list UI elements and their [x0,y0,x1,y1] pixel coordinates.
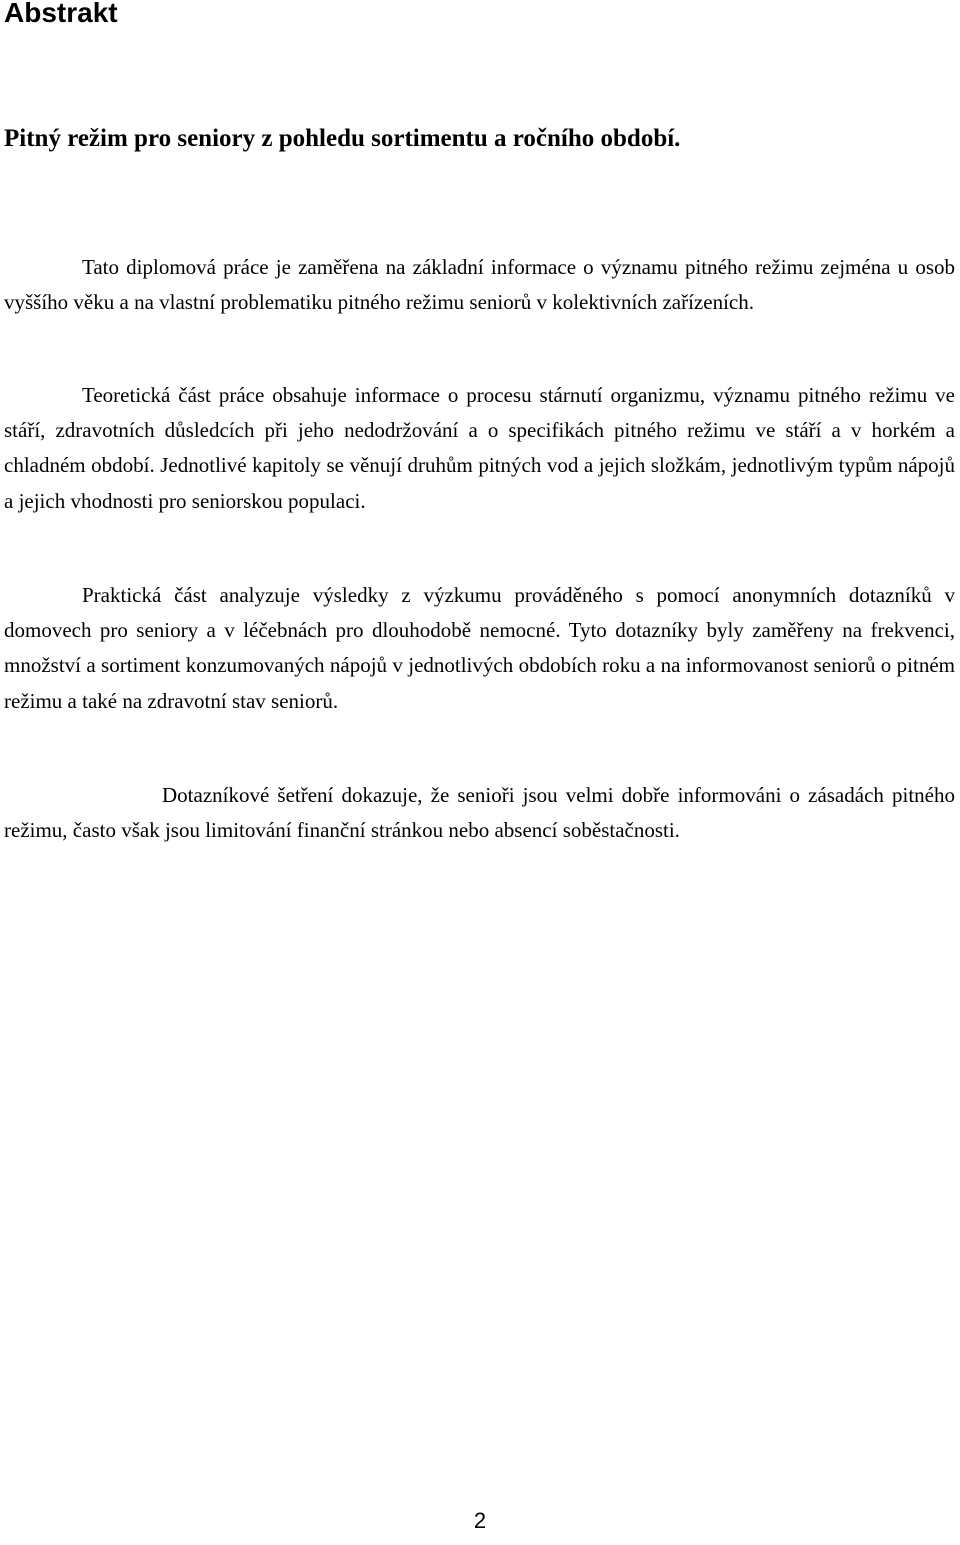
page-number: 2 [473,1508,487,1533]
thesis-title: Pitný režim pro seniory z pohledu sortimentu a ročního období. [4,125,681,152]
abstract-paragraph-intro: Tato diplomová práce je zaměřena na základní informace o významu pitného režimu zejména u osob vyššího věku a na vlastní problematiku pitného režimu seniorů v kolektivních zařízeních. [4,255,955,315]
section-heading: Abstrakt [4,0,118,28]
abstract-paragraph-theory: Teoretická část práce obsahuje informace o procesu stárnutí organizmu, významu pitného režimu ve stáří, zdravotních důsledcích při jeho nedodržování a o specifikách pitného režimu ve stáří a v horkém a chladném období. Jednotlivé kapitoly se věnují druhům pitných vod a jejich složkám, jednotlivým typům nápojů a jejich vhodnosti pro seniorskou populaci. [4,383,955,513]
abstract-paragraph-practice: Praktická část analyzuje výsledky z výzkumu prováděného s pomocí anonymních dotazníků v domovech pro seniory a v léčebnách pro dlouhodobě nemocné. Tyto dotazníky byly zaměřeny na frekvenci, množství a sortiment konzumovaných nápojů v jednotlivých obdobích roku a na informovanost seniorů o pitném režimu a také na zdravotní stav seniorů. [4,583,955,713]
abstract-paragraph-conclusion: Dotazníkové šetření dokazuje, že senioři jsou velmi dobře informováni o zásadách pitného režimu, často však jsou limitování finanční stránkou nebo absencí soběstačnosti. [4,783,955,843]
